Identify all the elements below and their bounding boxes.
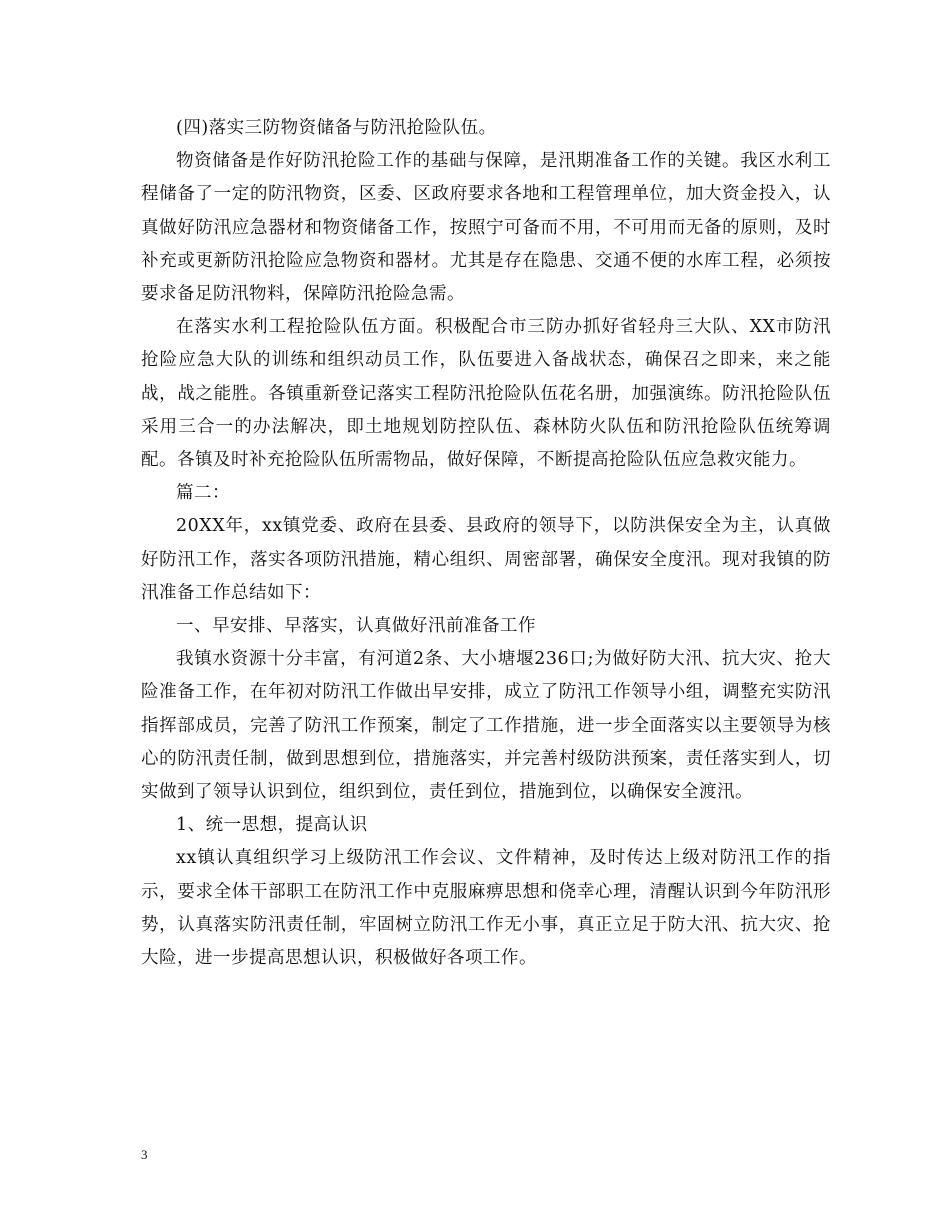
paragraph-study-meetings: xx镇认真组织学习上级防汛工作会议、文件精神，及时传达上级对防汛工作的指示，要求全体干部职工在防汛工作中克服麻痹思想和侥幸心理，清醒认识到今年防汛形势，认真落实防汛责任制，牢固树立防汛工作无小事，真正立足于防大汛、抗大灾、抢大险，进一步提高思想认识，积极做好各项工作。 <box>141 848 831 969</box>
subsection-heading-unify-thinking: 1、统一思想，提高认识 <box>176 815 368 836</box>
document-body <box>141 112 831 975</box>
paragraph-rescue-teams: 在落实水利工程抢险队伍方面。积极配合市三防办抓好省轻舟三大队、XX市防汛抢险应急大队的训练和组织动员工作，队伍要进入备战状态，确保召之即来，来之能战，战之能胜。各镇重新登记落实工程防汛抢险队伍花名册，加强演练。防汛抢险队伍采用三合一的办法解决，即土地规划防控队伍、森林防火队伍和防汛抢险队伍统筹调配。各镇及时补充抢险队伍所需物品，做好保障，不断提高抢险队伍应急救灾能力。 <box>141 317 831 471</box>
paragraph-material-reserve: 物资储备是作好防汛抢险工作的基础与保障，是汛期准备工作的关键。我区水利工程储备了一定的防汛物资，区委、区政府要求各地和工程管理单位，加大资金投入，认真做好防汛应急器材和物资储备工作，按照宁可备而不用，不可用而无备的原则，及时补充或更新防汛抢险应急物资和器材。尤其是存在隐患、交通不便的水库工程，必须按要求备足防汛物料，保障防汛抢险急需。 <box>141 151 831 305</box>
paragraph-part-two-intro: 20XX年，xx镇党委、政府在县委、县政府的领导下，以防洪保安全为主，认真做好防汛工作，落实各项防汛措施，精心组织、周密部署，确保安全度汛。现对我镇的防汛准备工作总结如下： <box>141 516 831 603</box>
section-heading-early-arrangement: 一、早安排、早落实，认真做好汛前准备工作 <box>176 616 536 637</box>
section-heading-materials: (四)落实三防物资储备与防汛抢险队伍。 <box>176 118 497 138</box>
page-number: 3 <box>141 1147 148 1162</box>
part-two-heading: 篇二： <box>176 483 230 504</box>
paragraph-water-resources: 我镇水资源十分丰富，有河道2条、大小塘堰236口;为做好防大汛、抗大灾、抢大险准备工作，在年初对防汛工作做出早安排，成立了防汛工作领导小组，调整充实防汛指挥部成员，完善了防汛工作预案，制定了工作措施，进一步全面落实以主要领导为核心的防汛责任制，做到思想到位，措施落实，并完善村级防洪预案，责任落实到人，切实做到了领导认识到位，组织到位，责任到位，措施到位，以确保安全渡汛。 <box>141 649 831 803</box>
